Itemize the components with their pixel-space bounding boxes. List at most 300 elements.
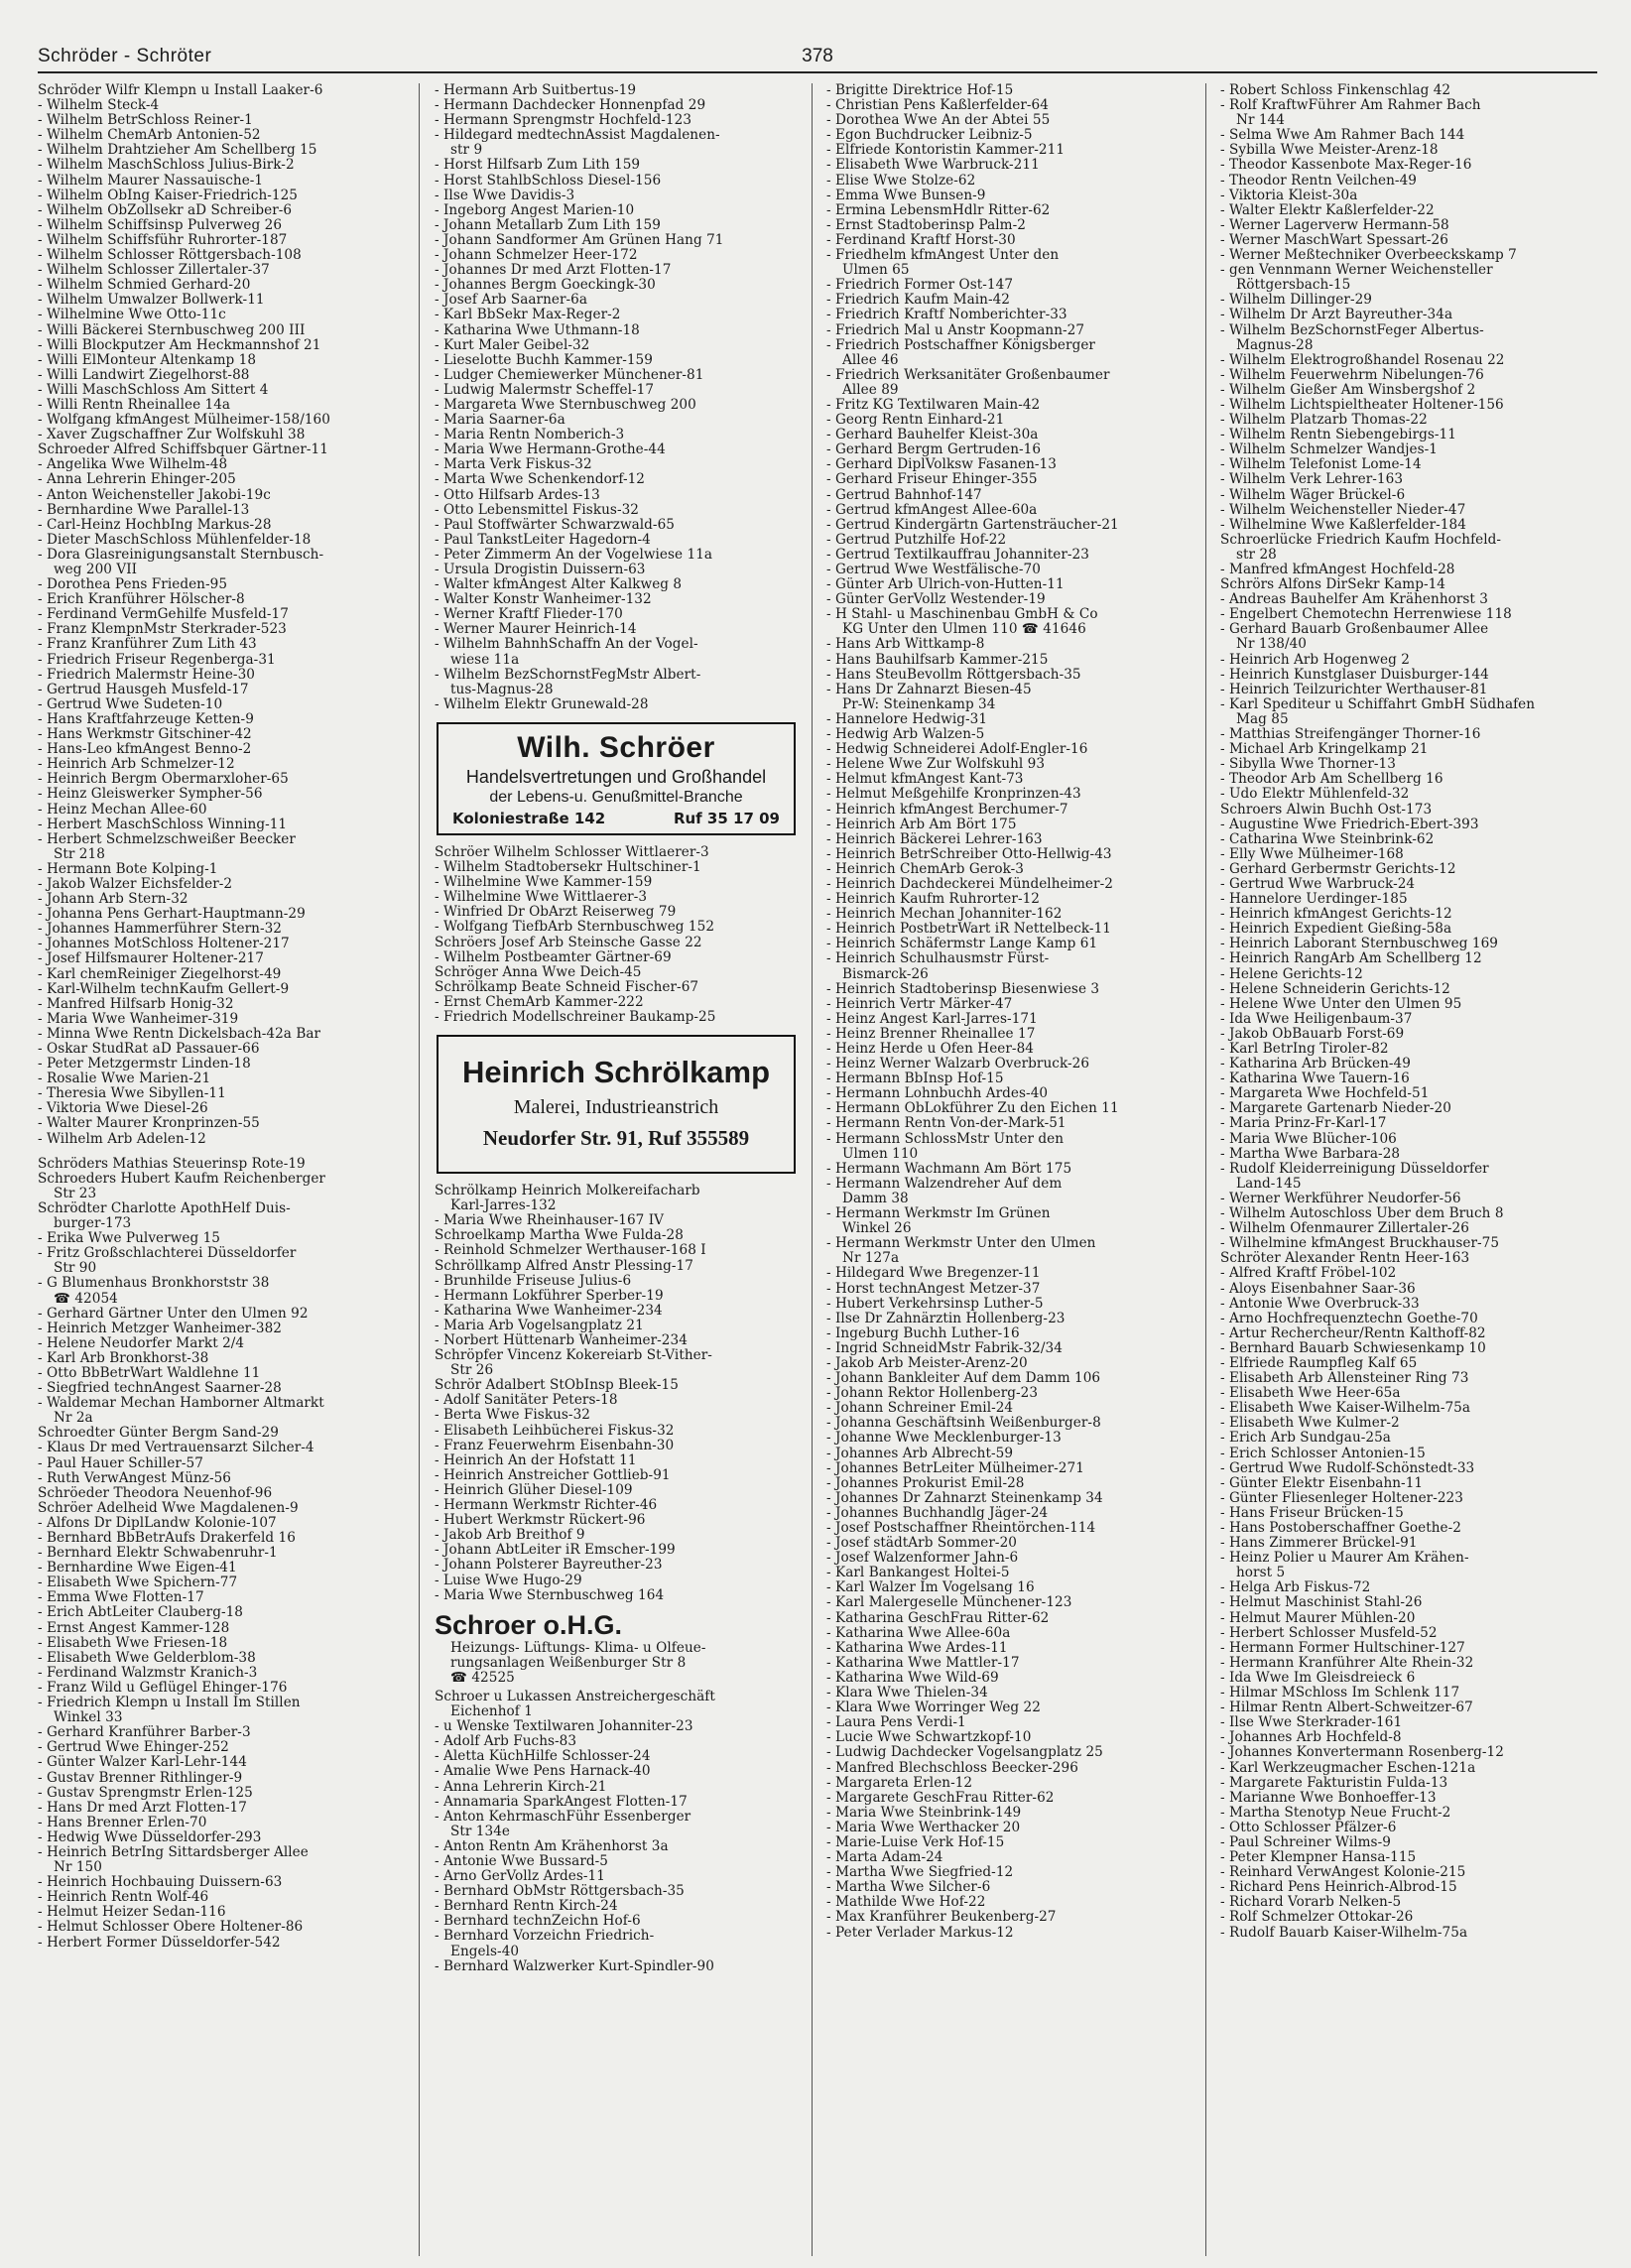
directory-entry: - Ilse Dr Zahnärztin Hollenberg-23 [826,1311,1066,1326]
directory-entry: - Heinz Brenner Rheinallee 17 [826,1026,1036,1042]
ad-title: Wilh. Schröer [517,730,715,764]
ad-title: Heinrich Schrölkamp [461,1055,771,1090]
directory-entry: - Dora Glasreinigungsanstalt Sternbusch- [38,547,324,563]
directory-entry: - Jakob Walzer Eichsfelder-2 [38,876,233,892]
directory-entry: - G Blumenhaus Bronkhorststr 38 [38,1276,270,1292]
directory-entry: Schrödter Charlotte ApothHelf Duis- [38,1200,291,1216]
directory-entry: - Friedrich Kraftf Nomberichter-33 [826,308,1067,323]
directory-entry: - Heinrich Bäckerei Lehrer-163 [826,831,1043,847]
directory-entry: - Heinrich Laborant Sternbuschweg 169 [1220,937,1498,952]
directory-entry: - Brigitte Direktrice Hof-15 [826,83,1014,98]
directory-entry: - Rudolf Bauarb Kaiser-Wilhelm-75a [1220,1925,1468,1941]
directory-entry: - Ludwig Dachdecker Vogelsangplatz 25 [826,1745,1103,1761]
directory-entry: - Helmut Maurer Mühlen-20 [1220,1610,1416,1626]
directory-entry: - Martha Wwe Siegfried-12 [826,1865,1014,1881]
directory-entry: - Margarete GeschFrau Ritter-62 [826,1790,1055,1806]
directory-entry: Str 134e [450,1824,510,1839]
directory-entry: - Margareta Wwe Sternbuschweg 200 [435,397,696,413]
directory-entry: - Hans Dr Zahnarzt Biesen-45 [826,682,1032,697]
directory-entry: - Xaver Zugschaffner Zur Wolfskuhl 38 [38,428,306,443]
ad-address: Koloniestraße 142 [452,809,606,827]
directory-entry: - Johann Arb Stern-32 [38,892,188,908]
directory-entry: - Willi Rentn Rheinallee 14a [38,397,231,413]
advertisement-heinrich-schroelkamp [437,1035,796,1174]
directory-entry: - Lieselotte Buchh Kammer-159 [435,352,653,368]
directory-entry: Nr 127a [842,1251,900,1267]
directory-entry: - Margarete Gartenarb Nieder-20 [1220,1101,1451,1117]
directory-entry: Str 23 [54,1186,97,1201]
directory-entry: - Johann Bankleiter Auf dem Damm 106 [826,1371,1101,1387]
directory-entry: - Klara Wwe Thielen-34 [826,1686,988,1701]
directory-entry: - Heinrich RangArb Am Schellberg 12 [1220,951,1482,967]
directory-entry: - Hermann Lohnbuchh Ardes-40 [826,1086,1049,1102]
directory-entry: - Hermann BbInsp Hof-15 [826,1071,1004,1087]
directory-entry: - Anna Lehrerin Ehinger-205 [38,472,236,488]
directory-entry: - Wilhelm MaschSchloss Julius-Birk-2 [38,158,295,174]
directory-entry: - Ferdinand Walzmstr Kranich-3 [38,1665,258,1681]
directory-entry: - Wilhelm Dillinger-29 [1220,293,1372,309]
directory-columns [38,83,1597,2256]
directory-entry: - Katharina Wwe Wild-69 [826,1670,999,1686]
directory-entry: - Maria Wwe Rheinhauser-167 IV [435,1213,665,1229]
directory-entry: - Johannes Dr Zahnarzt Steinenkamp 34 [826,1490,1103,1506]
directory-entry: - Hannelore Hedwig-31 [826,711,988,727]
directory-entry: - Marta Wwe Schenkendorf-12 [435,472,645,488]
directory-entry: - Helga Arb Fiskus-72 [1220,1580,1371,1596]
directory-entry: - Josef Postschaffner Rheintörchen-114 [826,1521,1096,1536]
directory-entry: Allee 89 [842,382,899,398]
directory-entry: - Gertrud kfmAngest Allee-60a [826,502,1038,518]
directory-entry: - Horst StahlbSchloss Diesel-156 [435,173,662,189]
directory-entry: - Ernst ChemArb Kammer-222 [435,994,644,1010]
directory-entry: - Willi MaschSchloss Am Sittert 4 [38,382,269,398]
directory-entry: - Werner Meßtechniker Overbeeckskamp 7 [1220,248,1517,264]
directory-entry: - Franz Feuerwehrm Eisenbahn-30 [435,1438,675,1453]
directory-entry: - Helmut Maschinist Stahl-26 [1220,1595,1423,1611]
directory-entry: - Gerhard Bergm Gertruden-16 [826,442,1042,458]
directory-entry: Bismarck-26 [842,966,929,982]
header-rule [38,71,1597,73]
directory-entry: - Wilhelm Ofenmaurer Zillertaler-26 [1220,1221,1469,1237]
directory-entry: - Heinrich Glüher Diesel-109 [435,1482,633,1498]
directory-entry: - Heinrich kfmAngest Gerichts-12 [1220,907,1452,923]
directory-entry: - Wolfgang TiefbArb Sternbuschweg 152 [435,920,715,936]
directory-entry: - Herbert MaschSchloss Winning-11 [38,817,288,832]
directory-entry: - Catharina Wwe Steinbrink-62 [1220,831,1435,847]
directory-entry: - Hedwig Wwe Düsseldorfer-293 [38,1829,262,1845]
directory-entry: - Hermann Sprengmstr Hochfeld-123 [435,113,692,129]
directory-entry: - Heinrich Dachdeckerei Mündelheimer-2 [826,876,1113,892]
directory-entry: - Maria Wwe Sternbuschweg 164 [435,1587,665,1603]
directory-entry: - Elfriede Raumpfleg Kalf 65 [1220,1355,1418,1371]
directory-entry: - Theodor Rentn Veilchen-49 [1220,173,1417,189]
directory-entry: - Ferdinand VermGehilfe Musfeld-17 [38,607,289,623]
directory-entry: - Hildegard medtechnAssist Magdalenen- [435,128,720,144]
directory-entry: - Gerhard Kranführer Barber-3 [38,1725,251,1741]
directory-entry: - Hilmar MSchloss Im Schlenk 117 [1220,1686,1460,1701]
directory-entry: - Heinrich Anstreicher Gottlieb-91 [435,1467,671,1483]
directory-entry: - Ludwig Malermstr Scheffel-17 [435,382,655,398]
directory-entry: - Maria Prinz-Fr-Karl-17 [1220,1116,1387,1132]
directory-entry: - Horst Hilfsarb Zum Lith 159 [435,158,641,174]
directory-entry: - Anton Weichensteller Jakobi-19c [38,487,271,503]
directory-entry: - Wilhelm Schiffsinsp Pulverweg 26 [38,217,283,233]
directory-entry: - Heinrich kfmAngest Berchumer-7 [826,802,1068,818]
directory-entry: - Katharina Wwe Tauern-16 [1220,1071,1410,1087]
directory-entry: - Gertrud Wwe Ehinger-252 [38,1740,229,1756]
ad-line: ☎ 42525 [450,1670,515,1686]
directory-entry: - Wilhelm Schiffsführ Ruhrorter-187 [38,232,288,248]
directory-entry: Land-145 [1236,1176,1302,1192]
directory-entry: - Hilmar Rentn Albert-Schweitzer-67 [1220,1701,1473,1716]
directory-entry: - Udo Elektr Mühlenfeld-32 [1220,787,1410,803]
directory-entry: - Rudolf Kleiderreinigung Düsseldorfer [1220,1161,1489,1177]
directory-entry: str 9 [450,143,483,159]
directory-entry: - Kurt Maler Geibel-32 [435,337,590,353]
directory-entry: - Brunhilde Friseuse Julius-6 [435,1273,632,1289]
directory-entry: - Hermann Werkmstr Richter-46 [435,1498,658,1514]
directory-entry: - Bernhard Bauarb Schwiesenkamp 10 [1220,1340,1486,1356]
directory-entry: - Carl-Heinz HochbIng Markus-28 [38,517,272,533]
directory-entry: - Hildegard Wwe Bregenzer-11 [826,1266,1041,1282]
directory-entry: - Helmut Schlosser Obere Holtener-86 [38,1920,304,1936]
directory-entry: - Ida Wwe Heiligenbaum-37 [1220,1011,1413,1027]
directory-entry: - Hermann Dachdecker Honnenpfad 29 [435,98,706,114]
directory-entry: - Wilhelm Weichensteller Nieder-47 [1220,502,1466,518]
advertisement-wilh-schroeer [437,722,796,835]
directory-entry: - Günter Fliesenleger Holtener-223 [1220,1490,1463,1506]
directory-entry: Engels-40 [450,1944,520,1959]
directory-entry: - Norbert Hüttenarb Wanheimer-234 [435,1333,688,1348]
column-divider [419,83,420,2256]
directory-entry: - Alfred Kraftf Fröbel-102 [1220,1266,1397,1282]
directory-entry: - Wolfgang kfmAngest Mülheimer-158/160 [38,413,330,429]
directory-entry: - Maria Wwe Blücher-106 [1220,1131,1397,1147]
directory-entry: - Hans-Leo kfmAngest Benno-2 [38,742,252,758]
directory-entry: - Wilhelm ObZollsekr aD Schreiber-6 [38,202,293,218]
directory-entry: - Walter Maurer Kronprinzen-55 [38,1116,260,1132]
directory-entry: - Heinrich Expedient Gießing-58a [1220,922,1452,938]
directory-entry: - Heinz Herde u Öfen Heer-84 [826,1042,1034,1057]
directory-entry: - Erich Schlosser Antonien-15 [1220,1446,1426,1461]
directory-entry: - Johann Metallarb Zum Lith 159 [435,217,661,233]
directory-entry: - Maria Saarner-6a [435,413,565,429]
directory-entry: burger-173 [54,1216,132,1232]
directory-entry: - Heinrich An der Hofstatt 11 [435,1452,637,1468]
running-head: Schröder - Schröter [38,46,212,66]
directory-entry: - Marta Verk Fiskus-32 [435,457,592,473]
directory-entry: - Wilhelmine Wwe Wittlaerer-3 [435,890,648,906]
directory-entry: - Ernst Stadtoberinsp Palm-2 [826,217,1026,233]
directory-entry: - Paul Stoffwärter Schwarzwald-65 [435,517,675,533]
directory-entry: - Maria Rentn Nomberich-3 [435,428,625,443]
directory-entry: - Heinrich Hochbauing Duissern-63 [38,1875,283,1891]
directory-entry: - Rosalie Wwe Marien-21 [38,1071,211,1087]
column-2 [435,83,800,2256]
directory-entry: - Marta Adam-24 [826,1850,943,1866]
directory-entry: - Johann Polsterer Bayreuther-23 [435,1558,663,1574]
directory-entry: - Gertrud Wwe Sudeten-10 [38,696,223,712]
directory-entry: - Josef Walzenformer Jahn-6 [826,1551,1019,1567]
directory-entry: Nr 138/40 [1236,637,1307,653]
directory-entry: - Fritz Großschlachterei Düsseldorfer [38,1246,297,1262]
directory-entry: - Johannes Dr med Arzt Flotten-17 [435,263,672,279]
directory-entry: - Heinrich Schäfermstr Lange Kamp 61 [826,937,1098,952]
directory-entry: - Angelika Wwe Wilhelm-48 [38,457,228,473]
directory-entry: - Friedrich Postschaffner Königsberger [826,337,1095,353]
directory-entry: - Erich Arb Sundgau-25a [1220,1431,1391,1447]
directory-entry: - Klara Wwe Worringer Weg 22 [826,1701,1041,1716]
directory-entry: - Heinrich Schulhausmstr Fürst- [826,951,1050,967]
directory-entry: - Willi Landwirt Ziegelhorst-88 [38,367,250,383]
directory-entry: - Johanna Geschäftsinh Weißenburger-8 [826,1416,1101,1432]
directory-entry: - Gerhard Friseur Ehinger-355 [826,472,1038,488]
directory-entry: - Maria Wwe Hermann-Grothe-44 [435,442,666,458]
directory-entry: - Alfons Dr DiplLandw Kolonie-107 [38,1515,277,1531]
directory-entry: - Ida Wwe Im Gleisdreieck 6 [1220,1670,1416,1686]
directory-entry: - Friedrich Klempn u Install Im Stillen [38,1696,301,1711]
directory-entry: - Johannes Bergm Goeckingk-30 [435,278,656,294]
directory-entry: - Klaus Dr med Vertrauensarzt Silcher-4 [38,1441,314,1456]
directory-entry: Str 26 [450,1363,494,1379]
directory-entry: - Max Kranführer Beukenberg-27 [826,1910,1057,1926]
directory-entry: - Heinrich ChemArb Gerok-3 [826,861,1025,877]
directory-entry: - Ernst Angest Kammer-128 [38,1620,230,1636]
directory-entry: - Adolf Arb Fuchs-83 [435,1734,577,1750]
directory-entry: - Heinrich Stadtoberinsp Biesenwiese 3 [826,981,1100,997]
directory-entry: - Rolf KraftwFührer Am Rahmer Bach [1220,98,1481,114]
directory-entry: - Wilhelm Feuerwehrm Nibelungen-76 [1220,367,1484,383]
directory-entry: - Berta Wwe Fiskus-32 [435,1408,590,1424]
page-header [38,40,1597,73]
directory-entry: - Hans Zimmerer Brückel-91 [1220,1536,1418,1552]
directory-entry: - Heinz Polier u Maurer Am Krähen- [1220,1551,1469,1567]
directory-entry: - Friedrich Kaufm Main-42 [826,293,1010,309]
directory-entry: - Helmut Heizer Sedan-116 [38,1905,226,1921]
directory-entry: - Bernhard BbBetrAufs Drakerfeld 16 [38,1531,296,1546]
directory-entry: - Paul TankstLeiter Hagedorn-4 [435,532,651,548]
directory-entry: - Johannes Arb Hochfeld-8 [1220,1730,1402,1746]
directory-entry: - Elisabeth Wwe Spichern-77 [38,1575,238,1591]
directory-entry: - Johannes BetrLeiter Mülheimer-271 [826,1460,1084,1476]
directory-entry: - Karl Walzer Im Vogelsang 16 [826,1580,1035,1596]
directory-entry: - Hermann Werkmstr Im Grünen [826,1206,1051,1222]
directory-entry: Nr 144 [1236,113,1285,129]
directory-entry: - Wilhelmine kfmAngest Bruckhauser-75 [1220,1236,1500,1252]
directory-entry: - Karl Arb Bronkhorst-38 [38,1350,209,1366]
directory-entry: - Herbert Former Düsseldorfer-542 [38,1935,281,1951]
directory-entry: - Heinrich Vertr Märker-47 [826,996,1013,1012]
directory-entry: - Heinrich BetrIng Sittardsberger Allee [38,1844,309,1860]
directory-entry: - Heinz Angest Karl-Jarres-171 [826,1011,1038,1027]
directory-entry: - Johann AbtLeiter iR Emscher-199 [435,1543,676,1559]
directory-entry: - Hans Friseur Brücken-15 [1220,1505,1404,1521]
directory-entry: - Heinz Werner Walzarb Overbruck-26 [826,1057,1090,1072]
directory-entry: - Ludger Chemiewerker Münchener-81 [435,367,704,383]
directory-entry: - Elisabeth Wwe Warbruck-211 [826,158,1040,174]
directory-entry: - Maria Wwe Werthacker 20 [826,1820,1021,1835]
directory-entry: Mag 85 [1236,711,1289,727]
directory-entry: - Heinrich BetrSchreiber Otto-Hellwig-43 [826,846,1112,862]
directory-entry: - Laura Pens Verdi-1 [826,1715,966,1731]
directory-entry: - Erich Kranführer Hölscher-8 [38,592,245,608]
directory-entry: - Günter GerVollz Westender-19 [826,592,1046,608]
directory-entry: - Helene Schneiderin Gerichts-12 [1220,981,1450,997]
directory-entry: - Hermann Arb Suitbertus-19 [435,83,637,98]
directory-entry: - Wilhelmine Wwe Otto-11c [38,308,226,323]
directory-entry: - Hans Werkmstr Gitschiner-42 [38,727,252,743]
directory-entry: - Wilhelm Drahtzieher Am Schellberg 15 [38,143,317,159]
directory-entry: - Karl Spediteur u Schiffahrt GmbH Südhafen [1220,696,1536,712]
directory-entry: Winkel 33 [54,1710,123,1726]
directory-entry: - Hermann Kranführer Alte Rhein-32 [1220,1655,1474,1671]
directory-entry: - Elisabeth Arb Allensteiner Ring 73 [1220,1371,1469,1387]
directory-entry: - Karl BbSekr Max-Reger-2 [435,308,621,323]
directory-entry: - Ursula Drogistin Duissern-63 [435,563,646,577]
directory-entry: - Karl Werkzeugmacher Eschen-121a [1220,1760,1476,1776]
directory-entry: - Georg Rentn Einhard-21 [826,413,1005,429]
directory-entry: - Wilhelm Wäger Brückel-6 [1220,487,1406,503]
directory-entry: str 28 [1236,547,1277,563]
directory-entry: - Wilhelm Schlosser Röttgersbach-108 [38,248,302,264]
directory-entry: - Luise Wwe Hugo-29 [435,1573,582,1588]
directory-entry: - Wilhelm Lichtspieltheater Holtener-156 [1220,397,1504,413]
directory-entry: - Franz Wild u Geflügel Ehinger-176 [38,1680,288,1696]
advertisement-schroer-ohg [435,1609,800,1686]
directory-entry: - Karl Bankangest Holtei-5 [826,1566,1010,1581]
ad-line: Malerei, Industrieanstrich [513,1096,719,1119]
directory-entry: - Wilhelmine Wwe Kaßlerfelder-184 [1220,517,1466,533]
directory-entry: - Wilhelm BetrSchloss Reiner-1 [38,113,253,129]
directory-entry: - Elisabeth Wwe Kaiser-Wilhelm-75a [1220,1401,1471,1417]
directory-entry: Schroedter Günter Bergm Sand-29 [38,1426,279,1442]
directory-entry: - Heinz Mechan Allee-60 [38,802,207,818]
directory-entry: - Johannes Hammerführer Stern-32 [38,922,283,938]
directory-entry: Ulmen 110 [842,1146,919,1162]
directory-entry: - Sybilla Wwe Meister-Arenz-18 [1220,143,1439,159]
directory-entry: - Gerhard Bauhelfer Kleist-30a [826,428,1039,443]
directory-entry: - Heinz Gleiswerker Sympher-56 [38,787,263,803]
directory-entry: - Wilhelm Autoschloss Über dem Bruch 8 [1220,1206,1504,1222]
directory-entry: - Elly Wwe Mülheimer-168 [1220,846,1404,862]
directory-entry: - Wilhelm BezSchornstFeger Albertus- [1220,322,1484,338]
directory-entry: Winkel 26 [842,1221,912,1237]
directory-entry: - Elise Wwe Stolze-62 [826,173,976,189]
directory-entry: - Selma Wwe Am Rahmer Bach 144 [1220,128,1465,144]
directory-entry: - Richard Pens Heinrich-Albrod-15 [1220,1880,1457,1896]
directory-entry: - Bernhardine Wwe Eigen-41 [38,1561,237,1576]
directory-entry: - Jakob Arb Meister-Arenz-20 [826,1355,1028,1371]
directory-entry: - Helene Wwe Unter den Ulmen 95 [1220,996,1462,1012]
directory-entry: - Friedrich Malermstr Heine-30 [38,667,255,683]
directory-entry: - Manfred Blechschloss Beecker-296 [826,1760,1078,1776]
directory-entry: Schrörs Alfons DirSekr Kamp-14 [1220,577,1445,593]
directory-entry: - Ingeborg Angest Marien-10 [435,202,635,218]
directory-entry: - Johanne Wwe Mecklenburger-13 [826,1431,1062,1447]
directory-entry: - Antonie Wwe Overbruck-33 [1220,1296,1420,1312]
directory-entry: - Franz KlempnMstr Sterkrader-523 [38,622,287,638]
directory-entry: - Martha Wwe Silcher-6 [826,1880,991,1896]
directory-entry: - Karl-Wilhelm technKaufm Gellert-9 [38,981,290,997]
directory-entry: wiese 11a [450,652,520,668]
directory-entry: - Theodor Kassenbote Max-Reger-16 [1220,158,1472,174]
directory-entry: - Gertrud Wwe Westfälische-70 [826,563,1041,577]
directory-entry: - Friedrich Friseur Regenberga-31 [38,652,276,668]
directory-entry: - Willi Bäckerei Sternbuschweg 200 III [38,322,306,338]
directory-entry: - Heinrich Kaufm Ruhrorter-12 [826,892,1040,908]
directory-entry: - Peter Metzgermstr Linden-18 [38,1057,251,1072]
directory-entry: - Michael Arb Kringelkamp 21 [1220,742,1429,758]
directory-entry: Schröder Wilfr Klempn u Install Laaker-6 [38,83,323,98]
directory-entry: - Wilhelm Platzarb Thomas-22 [1220,413,1428,429]
directory-entry: - Mathilde Wwe Hof-22 [826,1895,986,1911]
ad-line: Heizungs- Lüftungs- Klima- u Ölfeue- [450,1640,706,1656]
directory-entry: - Friedhelm kfmAngest Unter den [826,248,1060,264]
directory-entry: - Karl BetrIng Tiroler-82 [1220,1042,1389,1057]
directory-entry: - gen Vennmann Werner Weichensteller [1220,263,1493,279]
directory-entry: - Willi ElMonteur Altenkamp 18 [38,352,257,368]
directory-entry: KG Unter den Ulmen 110 ☎ 41646 [842,622,1086,638]
directory-entry: - Heinrich Arb Schmelzer-12 [38,757,235,773]
directory-entry: - Elisabeth Wwe Kulmer-2 [1220,1416,1400,1432]
directory-entry: Schröer Adelheid Wwe Magdalenen-9 [38,1500,299,1516]
directory-entry: Schroeder Alfred Schiffsbquer Gärtner-11 [38,442,328,458]
directory-entry: - Gertrud Hausgeh Musfeld-17 [38,682,249,697]
directory-entry: - Walter kfmAngest Alter Kalkweg 8 [435,577,683,593]
directory-entry: - Wilhelm Dr Arzt Bayreuther-34a [1220,308,1453,323]
directory-entry: - Marianne Wwe Bonhoeffer-13 [1220,1790,1437,1806]
directory-entry: - Heinrich Teilzurichter Werthauser-81 [1220,682,1488,697]
directory-entry: - Wilhelmine Wwe Kammer-159 [435,875,653,891]
directory-entry: - Wilhelm Stadtobersekr Hultschiner-1 [435,860,701,876]
directory-entry: - Augustine Wwe Friedrich-Ebert-393 [1220,817,1479,832]
directory-entry: - Jakob ObBauarb Forst-69 [1220,1026,1405,1042]
directory-entry: - Wilhelm Elektr Grunewald-28 [435,696,649,712]
directory-entry: Schröter Alexander Rentn Heer-163 [1220,1251,1470,1267]
directory-entry: Röttgersbach-15 [1236,278,1351,294]
directory-entry: Str 218 [54,846,105,862]
directory-entry: - Ilse Wwe Sterkrader-161 [1220,1715,1403,1731]
directory-entry: - Wilhelm BahnhSchaffn An der Vogel- [435,637,698,653]
directory-entry: - Winfried Dr ObArzt Reiserweg 79 [435,905,677,921]
directory-entry: - Wilhelm Schlosser Zillertaler-37 [38,263,270,279]
directory-entry: - Anton Rentn Am Krähenhorst 3a [435,1838,669,1854]
directory-entry: - Friedrich Mal u Anstr Koopmann-27 [826,322,1085,338]
directory-entry: - Bernhard Rentn Kirch-24 [435,1899,618,1915]
column-1 [38,83,403,2256]
directory-entry: - Wilhelm Gießer Am Winsbergshof 2 [1220,382,1476,398]
directory-entry: - Günter Walzer Karl-Lehr-144 [38,1755,247,1771]
directory-entry: - Herbert Schmelzschweißer Beecker [38,831,296,847]
directory-entry: Schröers Josef Arb Steinsche Gasse 22 [435,935,702,950]
directory-entry: - Hermann Bote Kolping-1 [38,861,218,877]
directory-entry: - Dorothea Wwe An der Abtei 55 [826,113,1051,129]
directory-entry: Magnus-28 [1236,337,1314,353]
directory-entry: - Werner Kraftf Flieder-170 [435,607,623,623]
directory-entry: - Heinrich Rentn Wolf-46 [38,1890,209,1906]
directory-entry: - Otto Schlosser Pfälzer-6 [1220,1820,1397,1835]
directory-entry: ☎ 42054 [54,1291,118,1307]
directory-entry: - Walter Elektr Kaßlerfelder-22 [1220,202,1435,218]
directory-entry: - Horst technAngest Metzer-37 [826,1281,1041,1297]
directory-entry: - Aletta KüchHilfe Schlosser-24 [435,1749,651,1765]
directory-entry: - Walter Konstr Wanheimer-132 [435,592,652,608]
column-3 [826,83,1192,2256]
directory-entry: weg 200 VII [54,563,138,577]
directory-entry: - Christian Pens Kaßlerfelder-64 [826,98,1049,114]
directory-entry: - Maria Arb Vogelsangplatz 21 [435,1318,644,1333]
directory-entry: - Hermann ObLokführer Zu den Eichen 11 [826,1101,1119,1117]
